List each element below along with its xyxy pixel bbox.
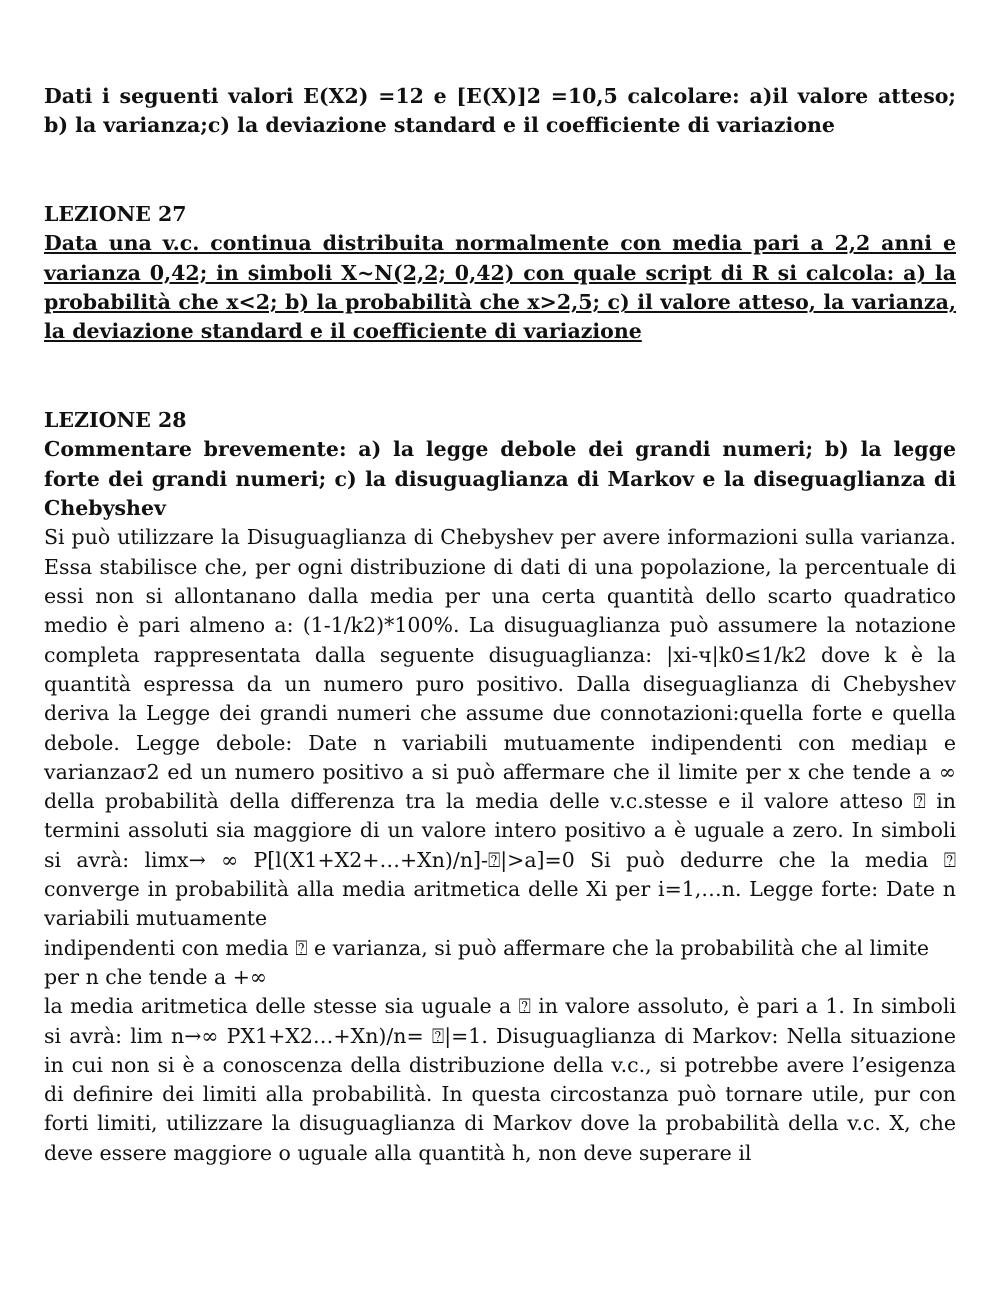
lesson-28-heading: LEZIONE 28 (44, 407, 187, 432)
spacer (44, 141, 956, 200)
lesson-28-answer-paragraph-1: Si può utilizzare la Disuguaglianza di Chebyshev per avere informazioni sulla varianza. Essa stabilisce che, per ogni distribuzione di dati di una popolazione, la percentuale di essi non si allontanano dalla media per una certa quantità dello scarto quadratico medio è pari almeno a: (1-1/k2)*100%. La disuguaglianza può assumere la notazione completa rappresentata dalla seguente disuguaglianza: |xi-ч|k0≤1/k2 dove k è la quantità espressa da un numero puro positivo. Dalla diseguaglianza di Chebyshev deriva la Legge dei grandi numeri che assume due connotazioni:quella forte e quella debole. Legge debole: Date n variabili mutuamente indipendenti con mediaμ e varianzaσ2 ed un numero positivo a si può affermare che il limite per x che tende a ∞ della probabilità della differenza tra la media delle v.c.stesse e il valore atteso ⍰ in termini assoluti sia maggiore di un valore intero positivo a è uguale a zero. In simboli si avrà: limx→ ∞ P[l(X1+X2+…+Xn)/n]-⍰|>a]=0 Si può dedurre che la media ⍰ converge in probabilità alla media aritmetica delle Xi per i=1,…n. Legge forte: Date n variabili mutuamente (44, 525, 956, 931)
document-page (44, 82, 956, 1168)
question-expected-value-variance: Dati i seguenti valori E(X2) =12 e [E(X)]2 =10,5 calcolare: a)il valore atteso; b) la varianza;c) la deviazione standard e il coefficiente di variazione (44, 84, 956, 138)
lesson-28-answer-paragraph-2: indipendenti con media ⍰ e varianza, si può affermare che la probabilità che al limite per n che tende a +∞ (44, 935, 930, 989)
spacer (44, 347, 956, 406)
lesson-27-heading: LEZIONE 27 (44, 201, 187, 226)
lesson-28-question: Commentare brevemente: a) la legge debole dei grandi numeri; b) la legge forte dei grandi numeri; c) la disuguaglianza di Markov e la diseguaglianza di Chebyshev (44, 437, 956, 521)
lesson-28-answer-paragraph-3: la media aritmetica delle stesse sia uguale a ⍰ in valore assoluto, è pari a 1. In simboli si avrà: lim n→∞ PX1+X2…+Xn)/n= ⍰|=1. Disuguaglianza di Markov: Nella situazione in cui non si è a conoscenza della distribuzione della v.c., si potrebbe avere l’esigenza di definire dei limiti alla probabilità. In questa circostanza può tornare utile, pur con forti limiti, utilizzare la disuguaglianza di Markov dove la probabilità della v.c. X, che deve essere maggiore o uguale alla quantità h, non deve superare il (44, 994, 956, 1165)
lesson-27-question: Data una v.c. continua distribuita normalmente con media pari a 2,2 anni e varianza 0,42; in simboli X~N(2,2; 0,42) con quale script di R si calcola: a) la probabilità che x<2; b) la probabilità che x>2,5; c) il valore atteso, la varianza, la deviazione standard e il coefficiente di variazione (44, 231, 956, 344)
